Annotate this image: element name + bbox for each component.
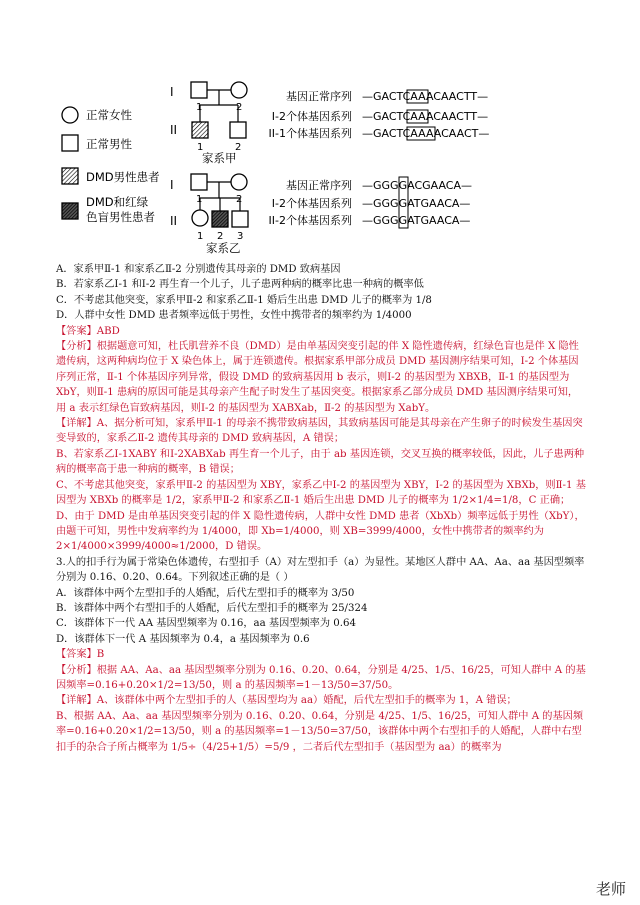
family-a-sequences [269,89,490,140]
q2-option-c: C．不考虑其他突变，家系甲Ⅱ-2 和家系乙Ⅱ-1 婚后生出患 DMD 儿子的概率为 1/8 [56,294,432,306]
family-a-II1 [192,122,208,138]
family-b-II1 [192,210,208,226]
family-a-caption: 家系甲 [202,151,237,165]
family-b-II2-num: 2 [217,231,224,242]
legend-dmd-male: DMD男性患者 [86,170,160,184]
family-b-caption: 家系乙 [206,241,241,255]
legend [62,107,160,224]
q3-stem: 3.人的扣手行为属于常染色体遗传，右型扣手（A）对左型扣手（a）为显性。某地区人群中 AA、Aa、aa 基因型频率分别为 0.16、0.20、0.64。下列叙述正确的是（ ） [56,556,585,584]
family-a-gen2: II [170,123,178,137]
q2-analysis: 【分析】根据题意可知，杜氏肌营养不良（DMD）是由单基因突变引起的伴 X 隐性遗传病，红绿色盲也是伴 X 隐性遗传病，这两种病均位于 X 染色体上，属于连锁遗传。根据家系甲部分成员 DMD 基因测序结果可知，Ⅰ-2 个体基因序列正常，Ⅱ-1 个体基因序列异常，假设 DMD 的致病基因用 b 表示，则Ⅰ-2 的基因型为 XBXB，Ⅱ-1 的基因型为 XbY，则Ⅱ-1 患病的原因可能是其母亲产生配子时发生了基因突变。根据家系乙部分成员 DMD 基因测序结果可知，用 a 表示红绿色盲致病基因，则Ⅰ-2 的基因型为 XABXab，Ⅱ-2 的基因型为 XabY。 [56,341,579,414]
family-b-II3-num: 3 [237,231,244,242]
dmd-colorblind-male-symbol [62,203,78,219]
family-a-II2 [230,122,246,138]
family-b-seq-label-2: I-2个体基因系列 [271,197,352,210]
family-b-I2-num: 2 [236,194,243,205]
family-b-sequences [269,177,473,228]
q3-option-c: C．该群体下一代 AA 基因型频率为 0.16，aa 基因型频率为 0.64 [56,618,356,630]
legend-normal-male: 正常男性 [86,137,132,151]
q3-option-d: D．该群体下一代 A 基因频率为 0.4，a 基因频率为 0.6 [56,633,310,645]
legend-dmd-colorblind-1: DMD和红绿 [86,195,149,209]
family-b-seq-2: —GGGGATGAACA— [362,197,471,210]
family-a-I1-num: 1 [196,102,203,113]
family-b-I1 [191,174,207,190]
family-a-seq-label-1: 基因正常序列 [286,90,352,103]
q2-detail-c: C、不考虑其他突变，家系甲Ⅱ-2 的基因型为 XBY，家系乙中Ⅰ-2 的基因型为 XBY，Ⅰ-2 的基因型为 XBXb，则Ⅱ-1 基因型为 XBXb 的概率是 1/2，家系甲Ⅱ-2 和家系乙Ⅱ-1 婚后生出患 DMD 儿子的概率为 1/2×1/4=1/8，C 正确； [56,479,586,507]
dmd-male-symbol [62,168,78,184]
family-a-I2-num: 2 [236,102,243,113]
family-a-seq-label-2: I-2个体基因系列 [271,110,352,123]
q3-option-b: B．该群体中两个右型扣手的人婚配，后代左型扣手的概率为 25/324 [56,602,368,614]
family-b-seq-1: —GGGGACGAACA— [362,179,473,192]
family-b-II3 [232,211,248,227]
family-a-seq-1: —GACTCAAACAACTT— [362,90,489,103]
q2-answer: 【答案】ABD [56,325,120,337]
family-b-gen1: I [170,178,174,192]
q3-detail-a: 【详解】A、该群体中两个左型扣手的人（基因型均为 aa）婚配，后代左型扣手的概率为 1，A 错误； [56,695,517,707]
family-b-seq-3: —GGGGATGAACA— [362,214,471,227]
legend-normal-female: 正常女性 [86,108,132,122]
family-a-II1-num: 1 [197,142,204,153]
family-a-seq-label-3: II-1个体基因系列 [268,127,352,140]
pedigree-figure [50,70,590,260]
q3-analysis: 【分析】根据 AA、Aa、aa 基因型频率分别为 0.16、0.20、0.64，分别是 4/25、1/5、16/25，可知人群中 A 的基因频率=0.16+0.20×1/2=13/50，则 a 的基因频率=1－13/50=37/50。 [56,664,586,691]
q3-option-a: A．该群体中两个左型扣手的人婚配，后代左型扣手的概率为 3/50 [56,587,355,599]
family-b-II2 [212,211,228,227]
q2-detail-d: D、由于 DMD 是由单基因突变引起的伴 X 隐性遗传病，人群中女性 DMD 患者（XbXb）频率远低于男性（XbY），由题干可知，男性中发病率约为 1/4000，即 Xb=1/4000，则 XB=3999/4000，女性中携带者的频率约为 2×1/4000×3999/4000≈1/2000，D 错误。 [56,510,585,553]
family-b-gen2: II [170,214,178,228]
family-b-seq-label-3: II-2个体基因系列 [268,214,352,227]
family-a-I1 [191,82,207,98]
family-a-I2 [231,82,247,98]
normal-female-symbol [62,107,78,123]
q2-option-a: A．家系甲Ⅱ-1 和家系乙Ⅱ-2 分别遗传其母亲的 DMD 致病基因 [56,264,341,275]
watermark: 老师 [595,880,626,898]
family-a-seq-3: —GACTCAAAACAACT— [362,127,490,140]
q3-detail-b: B、根据 AA、Aa、aa 基因型频率分别为 0.16、0.20、0.64，分别是 4/25、1/5、16/25，可知人群中 A 的基因频率=0.16+0.20×1/2=13/50，则 a 的基因频率=1－13/50=37/50，该群体中两个右型扣手的人婚配，人群中右型扣手的杂合子所占概率为 1/5÷（4/25+1/5）=5/9 ，二者后代左型扣手（基因型为 aa）的概率为 [56,710,584,753]
q2-detail-a: 【详解】A、据分析可知，家系甲Ⅱ-1 的母亲不携带致病基因，其致病基因可能是其母亲在产生卵子的时候发生基因突变导致的，家系乙Ⅱ-2 遗传其母亲的 DMD 致病基因，A 错误； [56,418,583,445]
family-a-II2-num: 2 [235,142,242,153]
family-b-pedigree [170,174,248,255]
q2-option-d: D．人群中女性 DMD 患者频率远低于男性，女性中携带者的频率约为 1/4000 [56,310,412,322]
q2-option-b: B．若家系乙Ⅰ-1 和Ⅰ-2 再生育一个儿子，儿子患两种病的概率比患一种病的概率低 [56,279,424,291]
family-b-I1-num: 1 [196,194,203,205]
question-content [56,262,588,755]
family-a-gen1: I [170,85,174,99]
legend-dmd-colorblind-2: 色盲男性患者 [86,210,155,224]
family-a-pedigree [170,82,247,165]
family-b-II1-num: 1 [197,231,204,242]
family-b-seq-label-1: 基因正常序列 [286,179,352,192]
normal-male-symbol [62,135,78,151]
q2-detail-b: B、若家系乙Ⅰ-1XABY 和Ⅰ-2XABXab 再生育一个儿子，由于 ab 基因连锁，交叉互换的概率较低，因此，儿子患两种病的概率高于患一种病的概率，B 错误； [56,448,585,476]
family-b-I2 [231,174,247,190]
q3-answer: 【答案】B [56,649,105,661]
family-a-seq-2: —GACTCAAACAACTT— [362,110,489,123]
